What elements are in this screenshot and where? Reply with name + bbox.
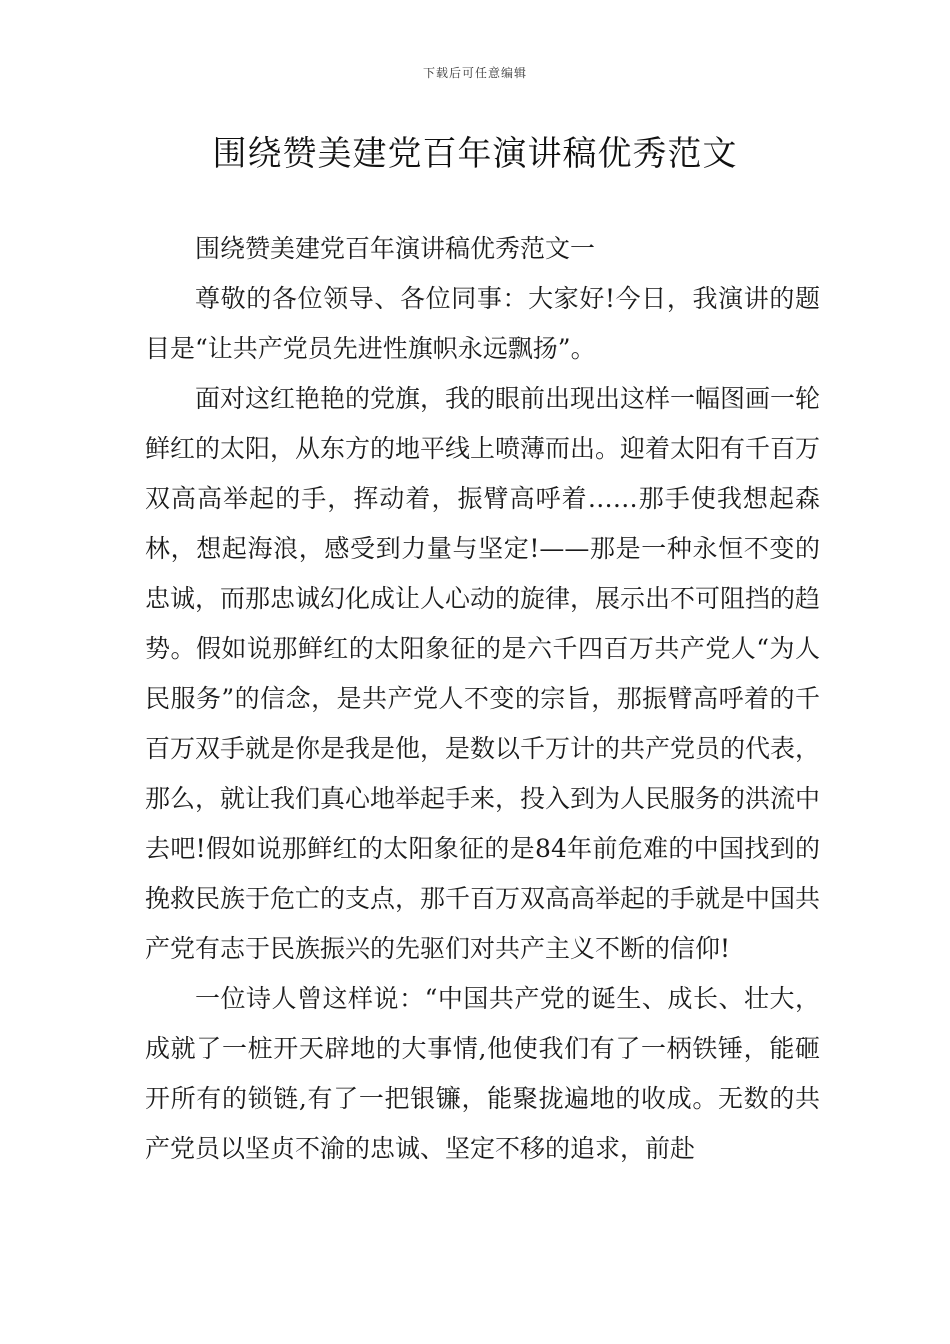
header-note: 下载后可任意编辑 bbox=[422, 66, 527, 80]
paragraph-greeting: 尊敬的各位领导、各位同事：大家好!今日，我演讲的题目是“让共产党员先进性旗帜永远飘扬”。 bbox=[145, 284, 820, 363]
paragraph-subtitle: 围绕赞美建党百年演讲稿优秀范文一 bbox=[195, 234, 596, 263]
document-body bbox=[145, 224, 820, 1174]
paragraph-poet: 一位诗人曾这样说：“中国共产党的诞生、成长、壮大，成就了一桩开天辟地的大事情,他使我们有了一柄铁锤，能砸开所有的锁链,有了一把银镰，能聚拢遍地的收成。无数的共产党员以坚贞不渝的忠诚、坚定不移的追求，前赴 bbox=[145, 984, 820, 1163]
paragraph-flag: 面对这红艳艳的党旗，我的眼前出现出这样一幅图画一轮鲜红的太阳，从东方的地平线上喷薄而出。迎着太阳有千百万双高高举起的手，挥动着，振臂高呼着……那手使我想起森林，想起海浪，感受到力量与坚定!——那是一种永恒不变的忠诚，而那忠诚幻化成让人心动的旋律，展示出不可阻挡的趋势。假如说那鲜红的太阳象征的是六千四百万共产党人“为人民服务”的信念，是共产党人不变的宗旨，那振臂高呼着的千百万双手就是你是我是他，是数以千万计的共产党员的代表，那么，就让我们真心地举起手来，投入到为人民服务的洪流中去吧!假如说那鲜红的太阳象征的是84年前危难的中国找到的挽救民族于危亡的支点，那千百万双高高举起的手就是中国共产党有志于民族振兴的先驱们对共产主义不断的信仰! bbox=[145, 384, 821, 963]
document-title: 围绕赞美建党百年演讲稿优秀范文 bbox=[212, 134, 738, 174]
